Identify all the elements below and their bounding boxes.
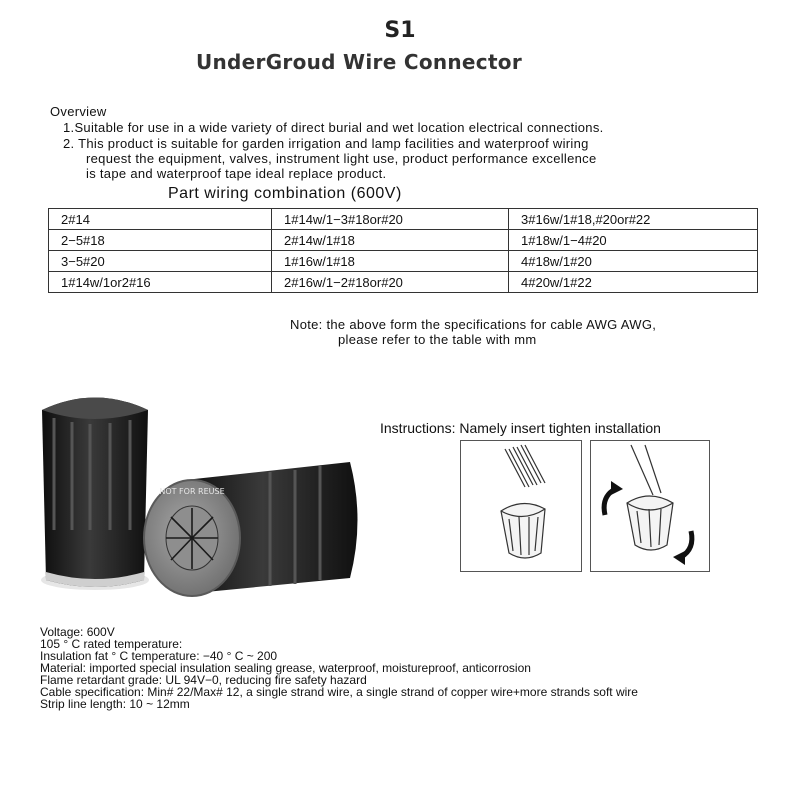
wiring-combination-table (48, 208, 758, 293)
step-tighten-illustration (590, 440, 710, 572)
table-row (49, 230, 758, 251)
spec-material: Material: imported special insulation sealing grease, waterproof, moistureproof, anticorrosion (40, 661, 531, 675)
connector-product-photo (20, 380, 380, 610)
spec-insulation-temperature: Insulation fat ° C temperature: −40 ° C ~ 200 (40, 649, 278, 663)
table-cell: 1#16w/1#18 (272, 251, 509, 272)
table-cell: 2#14w/1#18 (272, 230, 509, 251)
spec-flame-retardant: Flame retardant grade: UL 94V−0, reducing fire safety hazard (40, 673, 367, 687)
instructions-label: Instructions: Namely insert tighten installation (380, 420, 661, 436)
table-cell: 2−5#18 (49, 230, 272, 251)
table-cell: 1#14w/1or2#16 (49, 272, 272, 293)
table-row (49, 272, 758, 293)
table-caption: Part wiring combination (600V) (168, 185, 402, 202)
step-insert-illustration (460, 440, 582, 572)
connector-upright (41, 398, 149, 591)
table-cell: 1#14w/1−3#18or#20 (272, 209, 509, 230)
table-cell: 4#20w/1#22 (509, 272, 758, 293)
table-cell: 2#14 (49, 209, 272, 230)
connector-cap-view (144, 462, 358, 596)
note-line-2: please refer to the table with mm (338, 332, 537, 347)
product-title: UnderGroud Wire Connector (195, 50, 523, 74)
table-cell: 3#16w/1#18,#20or#22 (509, 209, 758, 230)
spec-cable: Cable specification: Min# 22/Max# 12, a single strand wire, a single strand of copper wire+more strands soft wire (40, 685, 638, 699)
model-title: S1 (384, 18, 416, 43)
spec-strip-length: Strip line length: 10 ~ 12mm (40, 697, 190, 711)
table-row (49, 251, 758, 272)
table-cell: 3−5#20 (49, 251, 272, 272)
spec-voltage: Voltage: 600V (40, 625, 115, 639)
overview-point-2-line-2: request the equipment, valves, instrument light use, product performance excellence (86, 151, 597, 166)
table-cell: 1#18w/1−4#20 (509, 230, 758, 251)
table-cell: 4#18w/1#20 (509, 251, 758, 272)
table-row (49, 209, 758, 230)
table-cell: 2#16w/1−2#18or#20 (272, 272, 509, 293)
overview-heading: Overview (50, 104, 107, 119)
spec-rated-temperature: 105 ° C rated temperature: (40, 637, 183, 651)
cap-text: NOT FOR REUSE (159, 487, 225, 496)
overview-point-2-line-1: 2. This product is suitable for garden irrigation and lamp facilities and waterproof wiring (63, 136, 589, 151)
overview-point-1: 1.Suitable for use in a wide variety of direct burial and wet location electrical connections. (63, 120, 604, 135)
note-line-1: Note: the above form the specifications for cable AWG AWG, (290, 317, 657, 332)
overview-point-2-line-3: is tape and waterproof tape ideal replace product. (86, 166, 387, 181)
